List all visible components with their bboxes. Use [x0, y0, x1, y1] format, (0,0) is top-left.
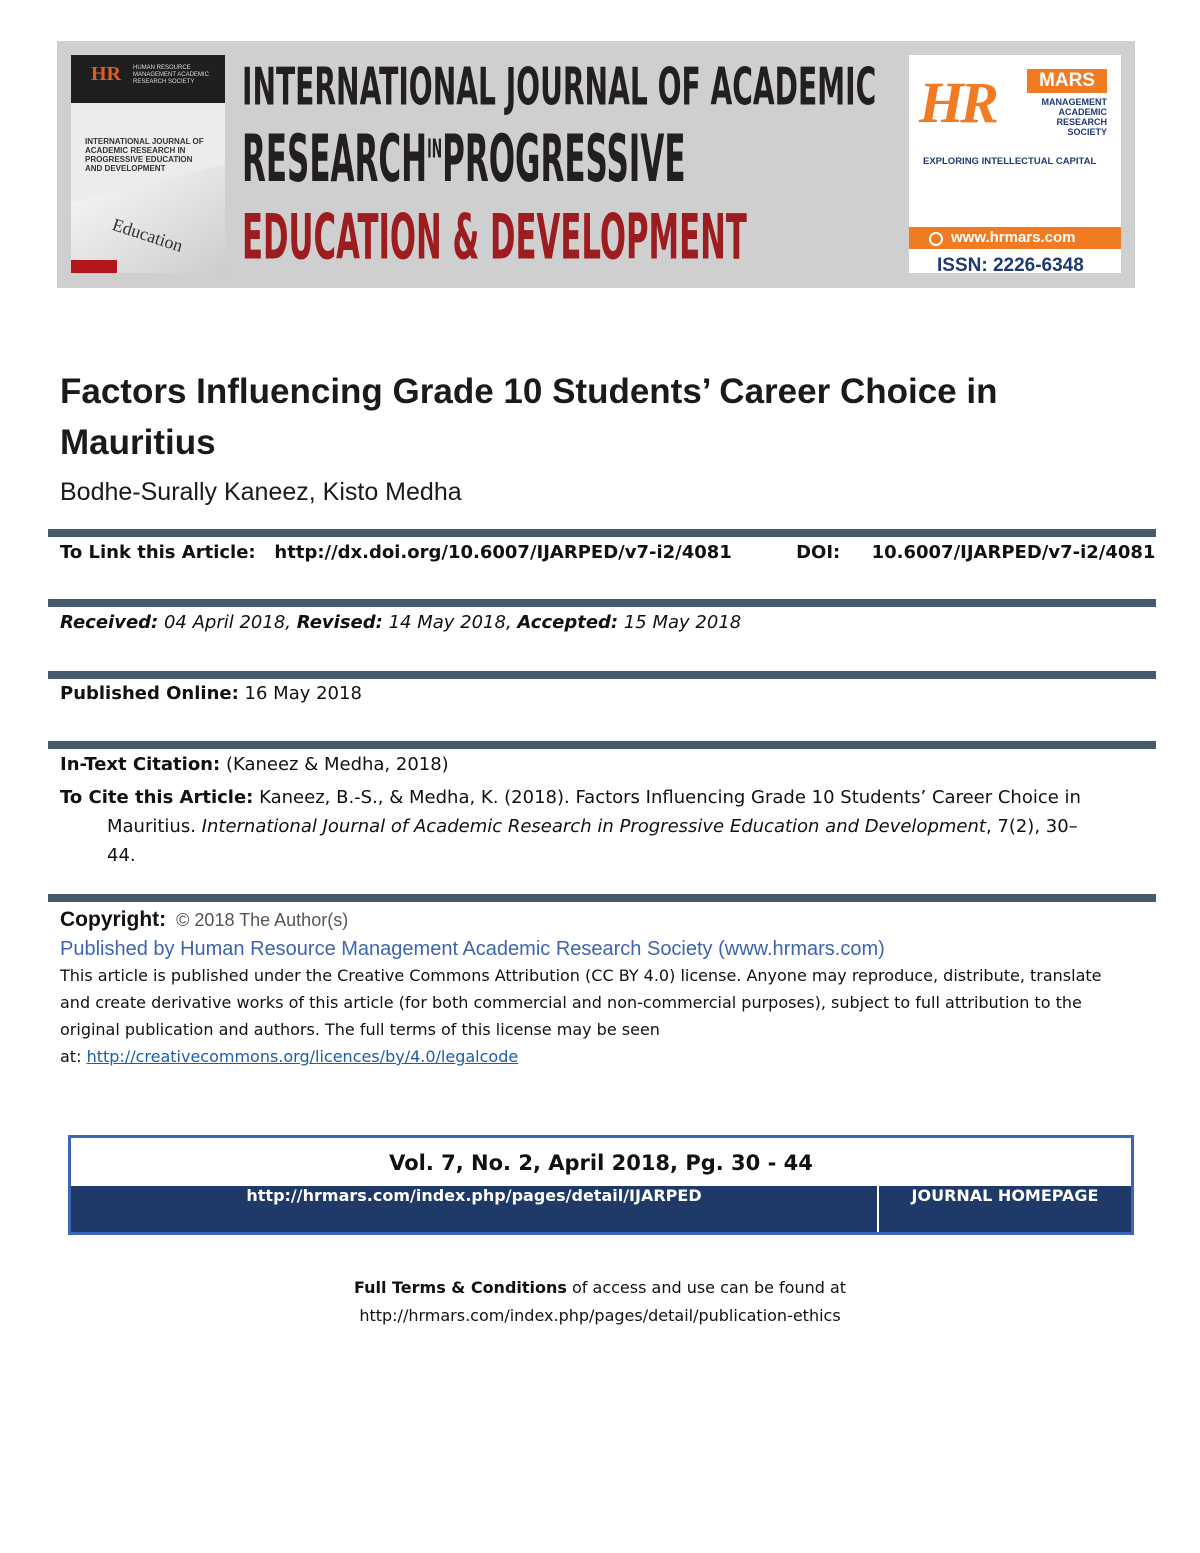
volume-box	[68, 1135, 1134, 1235]
citation-block: To Cite this Article: Kaneez, B.-S., & Medha, K. (2018). Factors Influencing Grade 10 Students’ Career Choice in Mauritius. International Journal of Academic Research in Progressive Education and Development, 7(2), 30– 44.	[60, 787, 1081, 866]
intext-citation: In-Text Citation: (Kaneez & Medha, 2018)	[60, 754, 449, 775]
published-by: Published by Human Resource Management Academic Research Society (www.hrmars.com)	[60, 938, 885, 960]
hrmars-logo	[909, 55, 1121, 276]
keyboard-image	[71, 162, 225, 273]
journal-homepage-button[interactable]: JOURNAL HOMEPAGE	[911, 1186, 1099, 1205]
dates-row: Received: 04 April 2018, Revised: 14 May 2018, Accepted: 15 May 2018	[60, 612, 742, 633]
license-link[interactable]: http://creativecommons.org/licences/by/4.0/legalcode	[86, 1047, 519, 1066]
article-link-row: To Link this Article: http://dx.doi.org/10.6007/IJARPED/v7-i2/4081 DOI: 10.6007/IJARPED/v7-i2/4081	[60, 542, 1156, 563]
terms-link[interactable]: http://hrmars.com/index.php/pages/detail/publication-ethics	[359, 1306, 841, 1325]
cover-logo: HR	[91, 63, 121, 85]
website-badge: www.hrmars.com	[909, 227, 1121, 249]
article-link[interactable]: http://dx.doi.org/10.6007/IJARPED/v7-i2/4081	[274, 542, 732, 563]
cover-title: INTERNATIONAL JOURNAL OF ACADEMIC RESEARCH IN PROGRESSIVE EDUCATION AND DEVELOPMENT	[85, 137, 204, 173]
divider	[48, 529, 1156, 537]
journal-title-line-1: INTERNATIONAL JOURNAL OF ACADEMIC	[242, 57, 877, 117]
journal-url-link[interactable]: http://hrmars.com/index.php/pages/detail/IJARPED	[246, 1186, 702, 1205]
mars-label: MARS	[1027, 69, 1107, 93]
divider	[48, 599, 1156, 607]
divider	[48, 894, 1156, 902]
globe-icon	[929, 232, 943, 246]
journal-cover-image	[71, 55, 225, 273]
published-row: Published Online: 16 May 2018	[60, 683, 362, 704]
education-key: Education	[109, 214, 186, 256]
copyright-line: Copyright: © 2018 The Author(s)	[60, 908, 349, 931]
journal-banner	[57, 41, 1135, 288]
article-authors: Bodhe-Surally Kaneez, Kisto Medha	[60, 478, 462, 506]
logo-society: MANAGEMENT ACADEMIC RESEARCH SOCIETY	[1041, 97, 1107, 137]
terms-text: Full Terms & Conditions of access and use can be found at	[353, 1278, 847, 1297]
journal-title-line-3: EDUCATION & DEVELOPMENT	[242, 201, 747, 274]
volume-info: Vol. 7, No. 2, April 2018, Pg. 30 - 44	[389, 1151, 813, 1175]
divider	[48, 741, 1156, 749]
doi-value: 10.6007/IJARPED/v7-i2/4081	[871, 542, 1156, 563]
journal-title-line-2: $RESEARCH^{IN}PROGRESSIVE$	[242, 121, 686, 197]
volume-link-bar	[71, 1186, 1131, 1232]
license-text: This article is published under the Creative Commons Attribution (CC BY 4.0) license. Anyone may reproduce, distribute, translate and create derivative works of this article (for both commercial and non-commercial purposes), subject to full attribution to the original publication and authors. The full terms of this license may be seen at: http://creativecommons.org/licences/by/4.0/legalcode	[60, 966, 1102, 1066]
issn: ISSN: 2226-6348	[937, 255, 1084, 276]
article-title: Factors Influencing Grade 10 Students’ Career Choice in Mauritius	[60, 372, 998, 462]
hr-logo-mark: HR	[919, 70, 995, 135]
divider	[48, 671, 1156, 679]
logo-tagline: EXPLORING INTELLECTUAL CAPITAL	[923, 156, 1097, 167]
cover-society: HUMAN RESOURCE MANAGEMENT ACADEMIC RESEARCH SOCIETY	[133, 65, 209, 85]
